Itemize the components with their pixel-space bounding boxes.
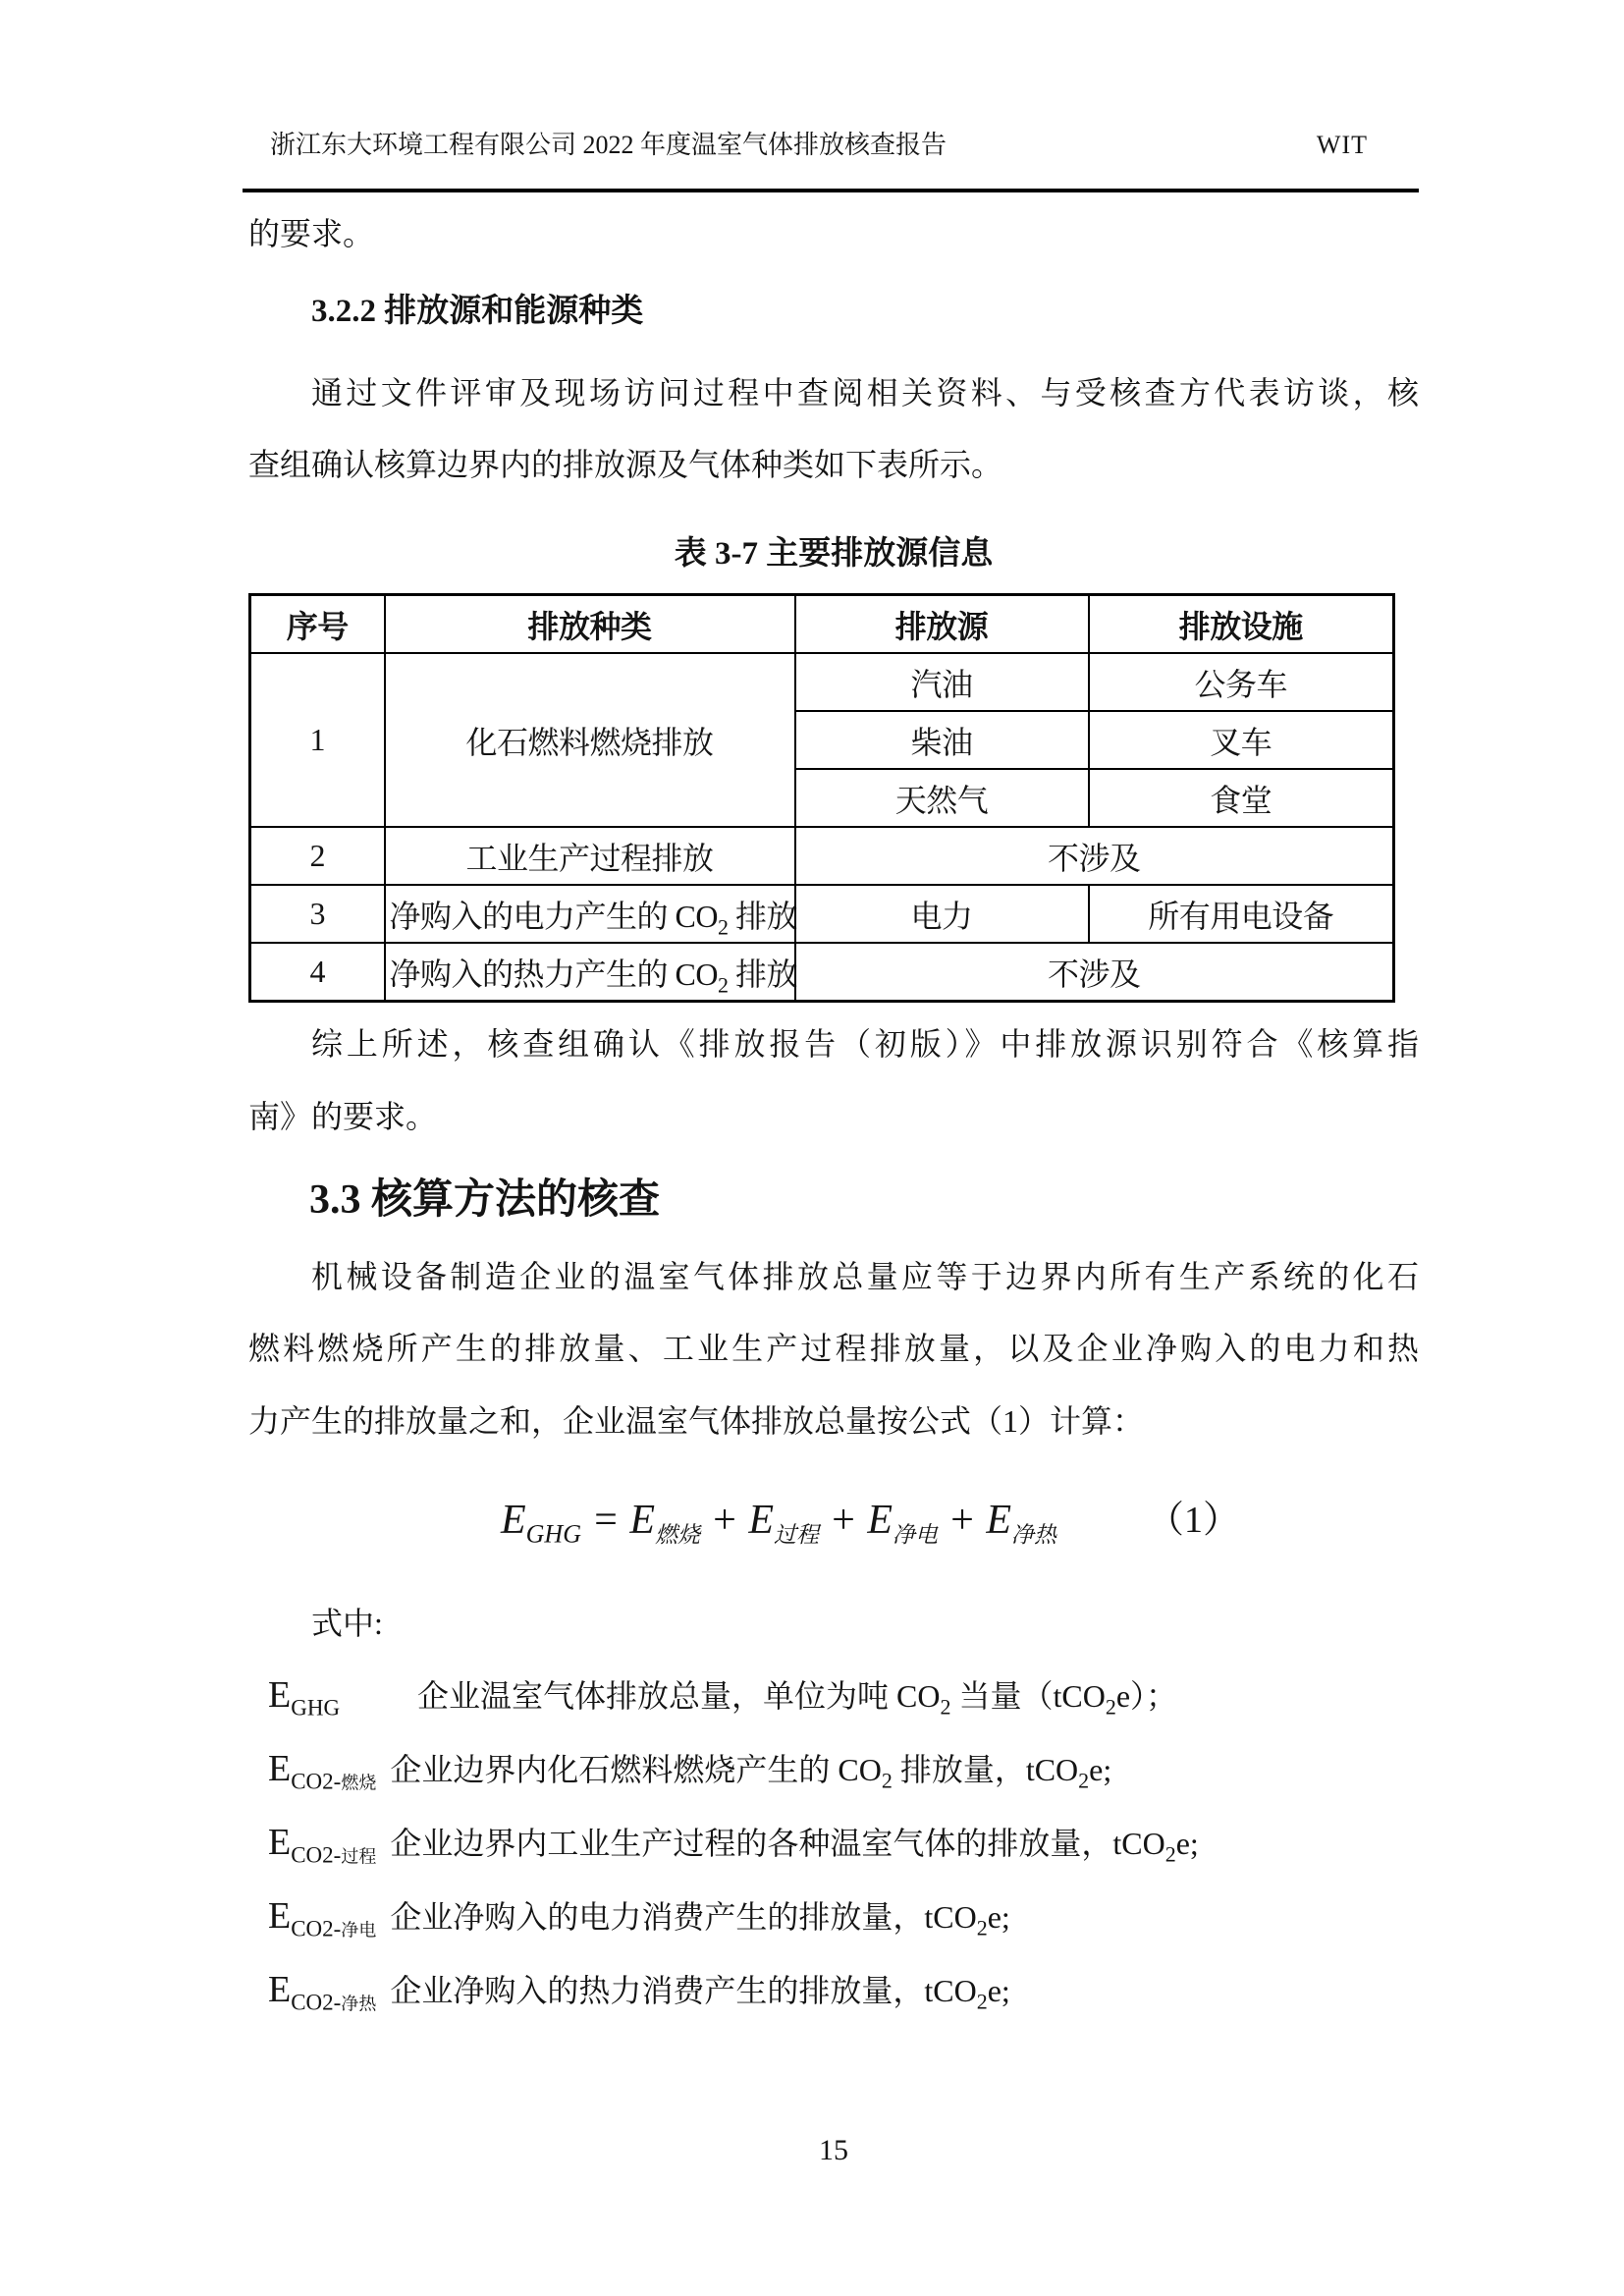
term-symbol: $E_{GHG}$ — [268, 1674, 341, 1721]
cell-no: 1 — [250, 653, 385, 827]
table-row — [250, 653, 1394, 711]
paragraph-line: 通过文件评审及现场访问过程中查阅相关资料、与受核查方代表访谈，核 — [311, 375, 1419, 410]
cell-source: 电力 — [795, 885, 1089, 943]
paragraph-line: 机械设备制造企业的温室气体排放总量应等于边界内所有生产系统的化石 — [311, 1259, 1419, 1294]
cell-source: 柴油 — [795, 711, 1089, 769]
definition-line — [248, 1743, 1111, 1794]
col-header-source: 排放源 — [795, 595, 1089, 654]
term-description: 企业温室气体排放总量，单位为吨 $CO_2$ 当量（tCO$_2$e）； — [417, 1678, 1178, 1720]
page-number: 15 — [819, 2134, 848, 2166]
paragraph-line: 南》的要求。 — [248, 1099, 438, 1134]
table-title: 表 3-7 主要排放源信息 — [674, 536, 994, 572]
ghg-formula: $E_{GHG} = E_{燃烧} + E_{过程} + E_{净电} + E_{净热}$ — [501, 1498, 1056, 1549]
table-header-row — [250, 595, 1394, 654]
where-label: 式中: — [311, 1606, 383, 1641]
table-row — [250, 885, 1394, 943]
paragraph-line: 综上所述，核查组确认《排放报告（初版）》中排放源识别符合《核算指 — [311, 1026, 1419, 1062]
cell-no: 4 — [250, 943, 385, 1002]
header-title: 浙江东大环境工程有限公司 2022 年度温室气体排放核查报告 — [270, 131, 947, 159]
paragraph-line: 燃料燃烧所产生的排放量、工业生产过程排放量，以及企业净购入的电力和热 — [248, 1331, 1419, 1366]
heading-3-2-2: 3.2.2 排放源和能源种类 — [311, 294, 644, 329]
cell-facility: 所有用电设备 — [1089, 885, 1394, 943]
lead-line: 的要求。 — [248, 216, 375, 251]
table-row — [250, 943, 1394, 1002]
term-symbol: $E_{CO2-过程}$ — [268, 1822, 377, 1868]
heading-3-3: 3.3 核算方法的核查 — [309, 1177, 661, 1223]
definition-line — [248, 1669, 1177, 1721]
emission-source-table — [248, 593, 1395, 1003]
cell-kind: 工业生产过程排放 — [385, 827, 795, 885]
term-description: 企业边界内工业生产过程的各种温室气体的排放量，tCO$_2$e; — [390, 1826, 1199, 1867]
page-content — [248, 0, 1419, 2296]
cell-kind: 净购入的电力产生的 $CO_2$ 排放 — [385, 885, 795, 943]
cell-source: 汽油 — [795, 653, 1089, 711]
cell-source: 天然气 — [795, 769, 1089, 827]
term-description: 企业边界内化石燃料燃烧产生的 $CO_2$ 排放量，tCO$_2$e; — [390, 1752, 1112, 1793]
term-symbol: $E_{CO2-净电}$ — [268, 1895, 377, 1941]
table-row — [250, 827, 1394, 885]
cell-no: 2 — [250, 827, 385, 885]
paragraph-line: 查组确认核算边界内的排放源及气体种类如下表所示。 — [248, 447, 1003, 482]
col-header-facility: 排放设施 — [1089, 595, 1394, 654]
definition-line — [248, 1890, 1010, 1941]
cell-no: 3 — [250, 885, 385, 943]
paragraph-line: 力产生的排放量之和，企业温室气体排放总量按公式（1）计算： — [248, 1403, 1145, 1439]
cell-facility: 叉车 — [1089, 711, 1394, 769]
term-symbol: $E_{CO2-净热}$ — [268, 1969, 377, 2015]
term-description: 企业净购入的热力消费产生的排放量，tCO$_2$e; — [390, 1973, 1010, 2014]
cell-kind: 化石燃料燃烧排放 — [385, 653, 795, 827]
definition-line — [248, 1817, 1199, 1868]
cell-merged: 不涉及 — [795, 943, 1394, 1002]
header-rule — [243, 189, 1419, 192]
running-header — [248, 124, 1419, 167]
col-header-kind: 排放种类 — [385, 595, 795, 654]
definition-line — [248, 1964, 1010, 2015]
formula-block — [248, 1488, 1419, 1557]
term-symbol: $E_{CO2-燃烧}$ — [268, 1748, 377, 1794]
header-mark: WIT — [1316, 131, 1368, 159]
cell-kind: 净购入的热力产生的 $CO_2$ 排放 — [385, 943, 795, 1002]
cell-facility: 食堂 — [1089, 769, 1394, 827]
cell-facility: 公务车 — [1089, 653, 1394, 711]
col-header-no: 序号 — [250, 595, 385, 654]
formula-number: （1） — [1147, 1500, 1241, 1541]
term-description: 企业净购入的电力消费产生的排放量，tCO$_2$e; — [390, 1899, 1010, 1941]
cell-merged: 不涉及 — [795, 827, 1394, 885]
